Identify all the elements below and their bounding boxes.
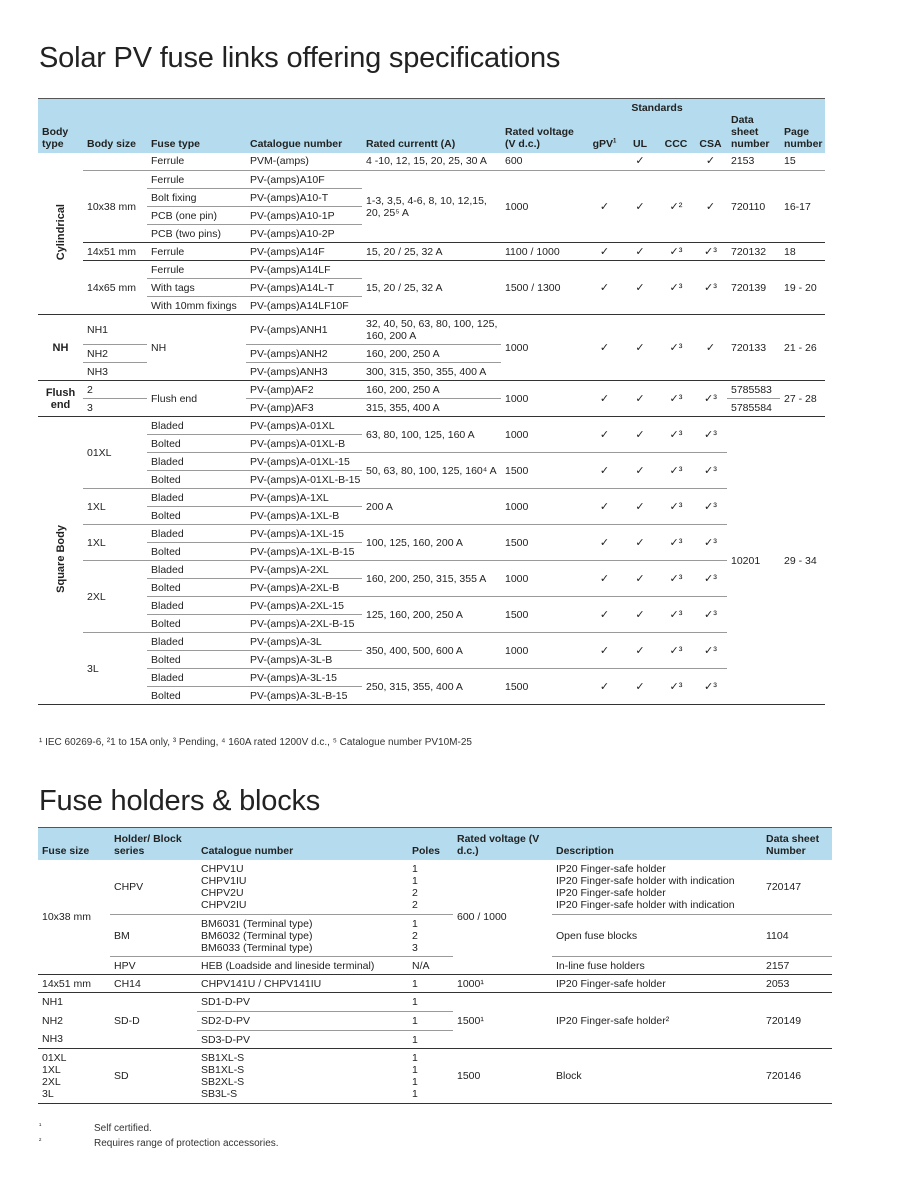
catalogue-cell: PV-(amps)A-2XL-B: [246, 579, 362, 597]
voltage-cell: 1000¹: [453, 975, 552, 993]
holders-footnote-2: ² Requires range of protection accessories.: [39, 1138, 279, 1149]
catalogue-cell: PV-(amps)A10F: [246, 171, 362, 189]
table-row: [38, 417, 825, 435]
data-sheet-cell: 720133: [727, 315, 780, 381]
fuse-type-cell: PCB (one pin): [147, 207, 246, 225]
fuse-size-cell: NH3: [38, 1031, 110, 1049]
body-size-cell: 10x38 mm: [83, 171, 147, 243]
ul-check: ✓: [622, 669, 658, 705]
voltage-cell: 1000: [501, 381, 587, 417]
fuse-links-table: [38, 98, 825, 705]
csa-check: ✓: [694, 171, 727, 243]
fuse-type-cell: PCB (two pins): [147, 225, 246, 243]
fuse-size-cell: 10x38 mm: [38, 860, 110, 975]
voltage-cell: 1100 / 1000: [501, 243, 587, 261]
table-row: [38, 561, 825, 579]
series-cell: CHPV: [110, 860, 197, 915]
ccc-check: ✓³: [658, 669, 694, 705]
catalogue-cell: PV-(amps)ANH3: [246, 363, 362, 381]
csa-check: ✓³: [694, 489, 727, 525]
catalogue-cell: PV-(amps)A14LF10F: [246, 297, 362, 315]
voltage-cell: 1000: [501, 315, 587, 381]
ul-check: ✓: [622, 417, 658, 453]
fuse-type-cell: Bladed: [147, 489, 246, 507]
gpv-check: ✓: [587, 489, 622, 525]
series-cell: SD: [110, 1049, 197, 1104]
voltage-cell: 1000: [501, 489, 587, 525]
fuse-type-cell: With 10mm fixings: [147, 297, 246, 315]
description-header: Description: [556, 844, 614, 857]
current-cell: 63, 80, 100, 125, 160 A: [362, 417, 501, 453]
current-cell: 200 A: [362, 489, 501, 525]
ccc-check: ✓³: [658, 417, 694, 453]
fuse-type-cell: Flush end: [147, 381, 246, 417]
series-cell: BM: [110, 915, 197, 957]
data-sheet-cell: 720149: [762, 993, 832, 1049]
catalogue-cell: SD2-D-PV: [197, 1012, 408, 1031]
voltage-cell: 1500: [501, 525, 587, 561]
voltage-cell: 1500 / 1300: [501, 261, 587, 315]
csa-check: ✓³: [694, 669, 727, 705]
data-sheet-cell: 720147: [762, 860, 832, 915]
page-cell: 19 - 20: [780, 261, 825, 315]
body-size-cell: 1XL: [83, 525, 147, 561]
voltage-cell: 1500: [501, 597, 587, 633]
current-cell: 350, 400, 500, 600 A: [362, 633, 501, 669]
catalogue-cell: PV-(amps)A-3L-B-15: [246, 687, 362, 705]
table-row: [38, 915, 832, 957]
fuse-type-cell: Bladed: [147, 633, 246, 651]
ccc-check: ✓³: [658, 243, 694, 261]
catalogue-cell: PV-(amp)AF2: [246, 381, 362, 399]
gpv-check: ✓: [587, 315, 622, 381]
fuse-links-body: [38, 153, 825, 705]
catalogue-cell: PV-(amps)ANH1: [246, 315, 362, 345]
page-cell: 16-17: [780, 171, 825, 243]
ccc-check: ✓²: [658, 171, 694, 243]
table-row: [38, 489, 825, 507]
body-size-cell: 14x51 mm: [83, 243, 147, 261]
catalogue-cell: PV-(amps)A-1XL: [246, 489, 362, 507]
fuse-type-cell: Bolted: [147, 471, 246, 489]
body-size-header: Body size: [87, 137, 137, 150]
fuse-type-cell: Bolted: [147, 507, 246, 525]
table-row: [38, 633, 825, 651]
description-cell: In-line fuse holders: [552, 957, 762, 975]
catalogue-header: Catalogue number: [201, 844, 294, 857]
data-sheet-cell: 720146: [762, 1049, 832, 1104]
current-cell: 4 -10, 12, 15, 20, 25, 30 A: [362, 153, 501, 171]
catalogue-cell: PV-(amps)A-2XL: [246, 561, 362, 579]
data-sheet-cell: 1104: [762, 915, 832, 957]
fuse-holders-table: [38, 827, 832, 1104]
ul-check: ✓: [622, 525, 658, 561]
rated-current-header: Rated currentt (A): [366, 137, 456, 150]
fuse-size-cell: NH2: [42, 1015, 64, 1027]
poles-cell: 1: [408, 1012, 453, 1031]
catalogue-cell: BM6031 (Terminal type) BM6032 (Terminal type) BM6033 (Terminal type): [197, 915, 408, 957]
body-size-cell: 1XL: [83, 489, 147, 525]
poles-cell: 1 2 3: [408, 915, 453, 957]
csa-header: CSA: [699, 137, 722, 150]
ccc-check: ✓³: [658, 315, 694, 381]
voltage-cell: 1500: [501, 453, 587, 489]
data-sheet-header: Data sheet number: [731, 113, 770, 150]
fuse-links-footnote: ¹ IEC 60269-6, ²1 to 15A only, ³ Pending, ⁴ 160A rated 1200V d.c., ⁵ Catalogue number PV10M-25: [39, 737, 472, 748]
series-cell: SD-D: [110, 993, 197, 1049]
catalogue-cell: PV-(amps)A-3L-15: [246, 669, 362, 687]
group-square-body: Square Body: [38, 417, 83, 705]
data-sheet-cell: 5785583: [727, 381, 780, 399]
catalogue-cell: HEB (Loadside and lineside terminal): [197, 957, 408, 975]
poles-cell: 1: [408, 975, 453, 993]
voltage-cell: 1500: [501, 669, 587, 705]
catalogue-cell: PV-(amps)A14L-T: [246, 279, 362, 297]
voltage-cell: 1000: [501, 633, 587, 669]
fuse-type-cell: NH: [147, 315, 246, 381]
catalogue-cell: SD3-D-PV: [197, 1031, 408, 1049]
ul-header: UL: [633, 137, 647, 150]
ccc-check: ✓³: [658, 561, 694, 597]
current-cell: 15, 20 / 25, 32 A: [362, 243, 501, 261]
gpv-check: ✓: [587, 561, 622, 597]
fuse-type-cell: Bolted: [147, 579, 246, 597]
series-cell: HPV: [110, 957, 197, 975]
description-cell: IP20 Finger-safe holder: [552, 975, 762, 993]
body-size-cell: 3: [83, 399, 147, 417]
table-row: [38, 171, 825, 189]
page-cell: 21 - 26: [780, 315, 825, 381]
ul-check: ✓: [622, 261, 658, 315]
data-sheet-cell: 720139: [727, 261, 780, 315]
gpv-header: gPV$^1$: [592, 137, 617, 150]
ul-check: ✓: [622, 243, 658, 261]
poles-cell: 1: [408, 993, 453, 1012]
gpv-check: ✓: [587, 381, 622, 417]
ul-check: ✓: [622, 153, 658, 171]
data-sheet-cell: 2157: [762, 957, 832, 975]
voltage-header: Rated voltage (V d.c.): [457, 832, 540, 857]
fuse-type-cell: Ferrule: [147, 153, 246, 171]
gpv-check: ✓: [587, 525, 622, 561]
gpv-check: ✓: [587, 171, 622, 243]
csa-check: ✓³: [694, 453, 727, 489]
poles-cell: N/A: [408, 957, 453, 975]
csa-check: ✓³: [694, 633, 727, 669]
rated-voltage-header: Rated voltage (V d.c.): [505, 125, 574, 150]
current-cell: 250, 315, 355, 400 A: [362, 669, 501, 705]
catalogue-cell: PV-(amps)A14F: [246, 243, 362, 261]
poles-header: Poles: [412, 844, 441, 857]
fuse-size-cell: 01XL 1XL 2XL 3L: [38, 1049, 110, 1104]
table-row: [38, 957, 832, 975]
group-cylindrical: Cylindrical: [38, 153, 83, 315]
catalogue-cell: PV-(amps)A-01XL: [246, 417, 362, 435]
catalogue-cell: SB1XL-S SB1XL-S SB2XL-S SB3L-S: [197, 1049, 408, 1104]
voltage-cell: 1500: [453, 1049, 552, 1104]
csa-check: ✓³: [694, 525, 727, 561]
description-cell: IP20 Finger-safe holder IP20 Finger-safe holder with indication IP20 Finger-safe holder IP20 Finger-safe holder with indication: [552, 860, 762, 915]
data-sheet-cell: 2053: [762, 975, 832, 993]
standards-header: Standards: [631, 102, 683, 115]
voltage-cell: 600: [501, 153, 587, 171]
table-row: [38, 381, 825, 399]
holder-series-header: Holder/ Block series: [114, 832, 182, 857]
voltage-cell: 1000: [501, 417, 587, 453]
catalogue-cell: PV-(amps)A10-1P: [246, 207, 362, 225]
gpv-check: ✓: [587, 243, 622, 261]
catalogue-cell: PV-(amps)A-1XL-B-15: [246, 543, 362, 561]
catalogue-cell: PVM-(amps): [246, 153, 362, 171]
gpv-check: ✓: [587, 669, 622, 705]
fuse-size-cell: 14x51 mm: [38, 975, 110, 993]
gpv-check: ✓: [587, 417, 622, 453]
data-sheet-header: Data sheet Number: [766, 832, 820, 857]
gpv-check: ✓: [587, 633, 622, 669]
fuse-type-cell: Bolted: [147, 651, 246, 669]
current-cell: 160, 200, 250, 315, 355 A: [362, 561, 501, 597]
current-cell: 50, 63, 80, 100, 125, 160⁴ A: [362, 453, 501, 489]
description-cell: Block: [552, 1049, 762, 1104]
table-row: [38, 993, 832, 1012]
catalogue-cell: PV-(amps)A-01XL-B: [246, 435, 362, 453]
table-row: [38, 1049, 832, 1104]
fuse-type-header: Fuse type: [151, 137, 201, 150]
csa-check: ✓³: [694, 381, 727, 417]
table-row: [38, 315, 825, 345]
fuse-type-cell: Ferrule: [147, 261, 246, 279]
csa-check: ✓³: [694, 243, 727, 261]
catalogue-number-header: Catalogue number: [250, 137, 343, 150]
page-cell: 15: [780, 153, 825, 171]
fuse-type-cell: Bladed: [147, 561, 246, 579]
ccc-check: ✓³: [658, 633, 694, 669]
catalogue-cell: PV-(amp)AF3: [246, 399, 362, 417]
catalogue-cell: PV-(amps)A-1XL-15: [246, 525, 362, 543]
page-cell: 18: [780, 243, 825, 261]
body-type-header: Body type: [42, 125, 69, 150]
csa-check: ✓³: [694, 261, 727, 315]
fuse-type-cell: With tags: [147, 279, 246, 297]
group-nh: NH: [38, 315, 83, 381]
fuse-size-cell: NH1: [42, 996, 64, 1009]
fuse-type-cell: Bolted: [147, 615, 246, 633]
csa-check: ✓³: [694, 417, 727, 453]
ul-check: ✓: [622, 489, 658, 525]
page-cell: 27 - 28: [780, 381, 825, 417]
gpv-check: ✓: [587, 597, 622, 633]
voltage-cell: 1000: [501, 171, 587, 243]
current-cell: 15, 20 / 25, 32 A: [362, 261, 501, 315]
ul-check: ✓: [622, 171, 658, 243]
poles-cell: 1 1 1 1: [408, 1049, 453, 1104]
page-number-header: Page number: [784, 125, 823, 150]
group-flush-end: Flush end: [38, 381, 83, 417]
table-row: [38, 975, 832, 993]
table-row: [38, 153, 825, 171]
current-cell: 315, 355, 400 A: [362, 399, 501, 417]
current-cell: 160, 200, 250 A: [362, 381, 501, 399]
body-size-cell: NH2: [83, 345, 147, 363]
table-row: [38, 597, 825, 615]
catalogue-cell: PV-(amps)ANH2: [246, 345, 362, 363]
ccc-check: ✓³: [658, 261, 694, 315]
csa-check: ✓³: [694, 597, 727, 633]
poles-cell: 1: [408, 1031, 453, 1049]
current-cell: 1-3, 3,5, 4-6, 8, 10, 12,15, 20, 25⁵ A: [362, 171, 501, 243]
data-sheet-cell: 720132: [727, 243, 780, 261]
ul-check: ✓: [622, 453, 658, 489]
ccc-header: CCC: [664, 137, 688, 150]
catalogue-cell: PV-(amps)A-3L: [246, 633, 362, 651]
page-title: Solar PV fuse links offering specifications: [39, 42, 561, 74]
body-size-cell: 2: [83, 381, 147, 399]
fuse-type-cell: Bolt fixing: [147, 189, 246, 207]
csa-check: ✓: [694, 315, 727, 381]
holders-footnote-1: ¹ Self certified.: [39, 1123, 152, 1134]
ccc-check: ✓³: [658, 489, 694, 525]
current-cell: 32, 40, 50, 63, 80, 100, 125, 160, 200 A: [362, 315, 501, 345]
data-sheet-cell: 2153: [727, 153, 780, 171]
current-cell: 300, 315, 350, 355, 400 A: [362, 363, 501, 381]
fuse-type-cell: Bolted: [147, 687, 246, 705]
table-row: [38, 525, 825, 543]
voltage-cell: 600 / 1000: [453, 860, 552, 975]
catalogue-cell: SD1-D-PV: [197, 993, 408, 1012]
catalogue-cell: PV-(amps)A-01XL-15: [246, 453, 362, 471]
fuse-type-cell: Bolted: [147, 435, 246, 453]
data-sheet-cell: 10201: [727, 417, 780, 705]
voltage-cell: 1500¹: [453, 993, 552, 1049]
fuse-type-cell: Bladed: [147, 525, 246, 543]
table-row: [38, 243, 825, 261]
csa-check: ✓: [694, 153, 727, 171]
gpv-check: ✓: [587, 453, 622, 489]
current-cell: 100, 125, 160, 200 A: [362, 525, 501, 561]
data-sheet-cell: 720110: [727, 171, 780, 243]
body-size-cell: NH3: [83, 363, 147, 381]
body-size-cell: NH1: [83, 315, 147, 345]
catalogue-cell: PV-(amps)A-1XL-B: [246, 507, 362, 525]
csa-check: ✓³: [694, 561, 727, 597]
gpv-check: ✓: [587, 261, 622, 315]
fuse-type-cell: Ferrule: [147, 171, 246, 189]
body-size-cell: 3L: [83, 633, 147, 705]
data-sheet-cell: 5785584: [727, 399, 780, 417]
catalogue-cell: PV-(amps)A14LF: [246, 261, 362, 279]
body-size-cell: 14x65 mm: [83, 261, 147, 315]
catalogue-cell: CHPV1U CHPV1IU CHPV2U CHPV2IU: [197, 860, 408, 915]
ul-check: ✓: [622, 597, 658, 633]
poles-cell: 1 1 2 2: [408, 860, 453, 915]
body-size-cell: 2XL: [83, 561, 147, 633]
body-size-cell: 01XL: [83, 417, 147, 489]
catalogue-cell: PV-(amps)A-2XL-B-15: [246, 615, 362, 633]
ccc-check: ✓³: [658, 525, 694, 561]
ccc-check: ✓³: [658, 597, 694, 633]
catalogue-cell: PV-(amps)A-01XL-B-15: [246, 471, 362, 489]
description-cell: Open fuse blocks: [552, 915, 762, 957]
fuse-type-cell: Bladed: [147, 597, 246, 615]
ul-check: ✓: [622, 315, 658, 381]
fuse-type-cell: Ferrule: [147, 243, 246, 261]
series-cell: CH14: [110, 975, 197, 993]
fuse-type-cell: Bladed: [147, 453, 246, 471]
fuse-size-header: Fuse size: [42, 844, 90, 857]
ul-check: ✓: [622, 633, 658, 669]
table-row: [38, 860, 832, 915]
page-cell: 29 - 34: [780, 417, 825, 705]
section-title: Fuse holders & blocks: [39, 785, 321, 817]
fuse-type-cell: Bolted: [147, 543, 246, 561]
catalogue-cell: PV-(amps)A10-2P: [246, 225, 362, 243]
ccc-check: ✓³: [658, 453, 694, 489]
catalogue-cell: CHPV141U / CHPV141IU: [197, 975, 408, 993]
catalogue-cell: PV-(amps)A-2XL-15: [246, 597, 362, 615]
fuse-type-cell: Bladed: [147, 669, 246, 687]
voltage-cell: 1000: [501, 561, 587, 597]
current-cell: 125, 160, 200, 250 A: [362, 597, 501, 633]
ul-check: ✓: [622, 381, 658, 417]
catalogue-cell: PV-(amps)A10-T: [246, 189, 362, 207]
description-cell: IP20 Finger-safe holder²: [552, 993, 762, 1049]
table-row: [38, 453, 825, 471]
table-row: [38, 261, 825, 279]
ccc-check: ✓³: [658, 381, 694, 417]
current-cell: 160, 200, 250 A: [362, 345, 501, 363]
table-row: [38, 669, 825, 687]
ul-check: ✓: [622, 561, 658, 597]
catalogue-cell: PV-(amps)A-3L-B: [246, 651, 362, 669]
fuse-type-cell: Bladed: [147, 417, 246, 435]
